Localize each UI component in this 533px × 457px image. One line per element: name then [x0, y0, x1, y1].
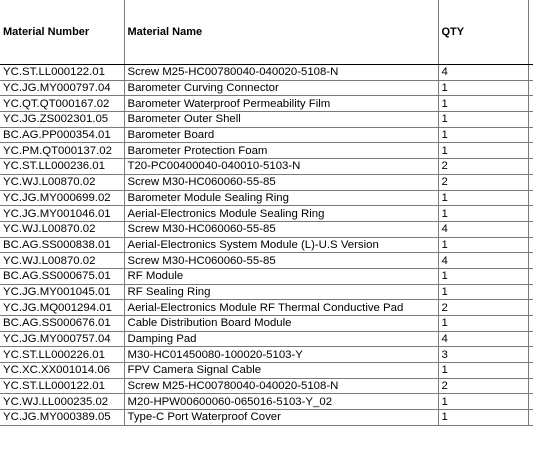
- table-row: [0, 221, 533, 237]
- table-row: [0, 268, 533, 284]
- cell-material-number[interactable]: YC.QT.QT000167.02: [0, 96, 124, 112]
- cell-material-name[interactable]: M20-HPW00600060-065016-5103-Y_02: [124, 394, 438, 410]
- cell-material-name[interactable]: Barometer Waterproof Permeability Film: [124, 96, 438, 112]
- cell-qty[interactable]: 1: [438, 112, 528, 128]
- table-row: [0, 80, 533, 96]
- cell-material-name[interactable]: Screw M30-HC060060-55-85: [124, 221, 438, 237]
- cell-material-name[interactable]: RF Sealing Ring: [124, 284, 438, 300]
- cell-material-number[interactable]: BC.AG.PP000354.01: [0, 127, 124, 143]
- table-row: [0, 331, 533, 347]
- cell-empty[interactable]: [528, 363, 533, 379]
- table-row: [0, 347, 533, 363]
- cell-empty[interactable]: [528, 174, 533, 190]
- cell-qty[interactable]: 1: [438, 96, 528, 112]
- cell-material-name[interactable]: Damping Pad: [124, 331, 438, 347]
- cell-empty[interactable]: [528, 410, 533, 426]
- header-row: [0, 0, 533, 65]
- cell-material-name[interactable]: Type-C Port Waterproof Cover: [124, 410, 438, 426]
- table-row: [0, 284, 533, 300]
- cell-material-number[interactable]: YC.ST.LL000236.01: [0, 159, 124, 175]
- cell-material-name[interactable]: Screw M30-HC060060-55-85: [124, 253, 438, 269]
- cell-material-number[interactable]: YC.ST.LL000226.01: [0, 347, 124, 363]
- cell-material-name[interactable]: Screw M25-HC00780040-040020-5108-N: [124, 378, 438, 394]
- cell-material-number[interactable]: YC.WJ.L00870.02: [0, 221, 124, 237]
- cell-qty[interactable]: 4: [438, 331, 528, 347]
- cell-qty[interactable]: 1: [438, 316, 528, 332]
- cell-qty[interactable]: 4: [438, 221, 528, 237]
- cell-material-name[interactable]: Barometer Module Sealing Ring: [124, 190, 438, 206]
- cell-empty[interactable]: [528, 300, 533, 316]
- cell-qty[interactable]: 1: [438, 394, 528, 410]
- cell-empty[interactable]: [528, 331, 533, 347]
- table-row: [0, 300, 533, 316]
- table-row: [0, 237, 533, 253]
- cell-material-number[interactable]: YC.ST.LL000122.01: [0, 65, 124, 81]
- cell-qty[interactable]: 2: [438, 300, 528, 316]
- cell-material-number[interactable]: YC.JG.MQ001294.01: [0, 300, 124, 316]
- header-material-name[interactable]: Material Name: [124, 0, 438, 65]
- cell-qty[interactable]: 1: [438, 237, 528, 253]
- cell-material-name[interactable]: M30-HC01450080-100020-5103-Y: [124, 347, 438, 363]
- cell-material-name[interactable]: Aerial-Electronics Module Sealing Ring: [124, 206, 438, 222]
- cell-empty[interactable]: [528, 347, 533, 363]
- cell-qty[interactable]: 4: [438, 65, 528, 81]
- cell-qty[interactable]: 2: [438, 378, 528, 394]
- cell-material-name[interactable]: Cable Distribution Board Module: [124, 316, 438, 332]
- cell-empty[interactable]: [528, 268, 533, 284]
- table-row: [0, 190, 533, 206]
- cell-qty[interactable]: 1: [438, 127, 528, 143]
- cell-material-number[interactable]: YC.WJ.L00870.02: [0, 253, 124, 269]
- cell-qty[interactable]: 2: [438, 159, 528, 175]
- cell-material-name[interactable]: Aerial-Electronics Module RF Thermal Conductive Pad: [124, 300, 438, 316]
- cell-material-name[interactable]: T20-PC00400040-040010-5103-N: [124, 159, 438, 175]
- table-row: [0, 127, 533, 143]
- cell-empty[interactable]: [528, 80, 533, 96]
- cell-material-name[interactable]: Barometer Board: [124, 127, 438, 143]
- header-empty-cell[interactable]: [528, 0, 533, 65]
- cell-material-number[interactable]: YC.JG.MY000389.05: [0, 410, 124, 426]
- cell-empty[interactable]: [528, 378, 533, 394]
- table-row: [0, 96, 533, 112]
- cell-material-number[interactable]: YC.JG.MY000757.04: [0, 331, 124, 347]
- table-row: [0, 143, 533, 159]
- cell-empty[interactable]: [528, 127, 533, 143]
- cell-material-name[interactable]: Aerial-Electronics System Module (L)-U.S Version: [124, 237, 438, 253]
- cell-material-name[interactable]: Screw M30-HC060060-55-85: [124, 174, 438, 190]
- cell-qty[interactable]: 3: [438, 347, 528, 363]
- cell-material-number[interactable]: YC.JG.MY000699.02: [0, 190, 124, 206]
- cell-material-number[interactable]: YC.XC.XX001014.06: [0, 363, 124, 379]
- cell-qty[interactable]: 1: [438, 363, 528, 379]
- table-row: [0, 206, 533, 222]
- cell-empty[interactable]: [528, 112, 533, 128]
- cell-material-number[interactable]: YC.ST.LL000122.01: [0, 378, 124, 394]
- cell-empty[interactable]: [528, 253, 533, 269]
- cell-empty[interactable]: [528, 394, 533, 410]
- cell-material-number[interactable]: YC.JG.ZS002301.05: [0, 112, 124, 128]
- cell-empty[interactable]: [528, 284, 533, 300]
- cell-qty[interactable]: 1: [438, 143, 528, 159]
- cell-qty[interactable]: 1: [438, 284, 528, 300]
- cell-empty[interactable]: [528, 190, 533, 206]
- table-row: [0, 174, 533, 190]
- cell-material-number[interactable]: BC.AG.SS000838.01: [0, 237, 124, 253]
- cell-material-name[interactable]: Barometer Curving Connector: [124, 80, 438, 96]
- cell-qty[interactable]: 1: [438, 206, 528, 222]
- cell-material-number[interactable]: YC.JG.MY000797.04: [0, 80, 124, 96]
- cell-empty[interactable]: [528, 221, 533, 237]
- table-row: [0, 253, 533, 269]
- cell-qty[interactable]: 1: [438, 410, 528, 426]
- cell-empty[interactable]: [528, 237, 533, 253]
- cell-qty[interactable]: 1: [438, 80, 528, 96]
- cell-empty[interactable]: [528, 159, 533, 175]
- cell-material-number[interactable]: BC.AG.SS000675.01: [0, 268, 124, 284]
- cell-material-name[interactable]: FPV Camera Signal Cable: [124, 363, 438, 379]
- cell-material-name[interactable]: RF Module: [124, 268, 438, 284]
- cell-material-number[interactable]: YC.JG.MY001045.01: [0, 284, 124, 300]
- cell-qty[interactable]: 2: [438, 174, 528, 190]
- cell-material-number[interactable]: YC.JG.MY001046.01: [0, 206, 124, 222]
- cell-qty[interactable]: 1: [438, 190, 528, 206]
- header-material-number[interactable]: Material Number: [0, 0, 124, 65]
- cell-empty[interactable]: [528, 206, 533, 222]
- cell-qty[interactable]: 4: [438, 253, 528, 269]
- table-row: [0, 316, 533, 332]
- cell-qty[interactable]: 1: [438, 268, 528, 284]
- table-row: [0, 378, 533, 394]
- cell-material-number[interactable]: YC.WJ.LL000235.02: [0, 394, 124, 410]
- cell-material-name[interactable]: Screw M25-HC00780040-040020-5108-N: [124, 65, 438, 81]
- cell-empty[interactable]: [528, 96, 533, 112]
- table-row: [0, 112, 533, 128]
- table-row: [0, 394, 533, 410]
- cell-material-name[interactable]: Barometer Outer Shell: [124, 112, 438, 128]
- cell-empty[interactable]: [528, 65, 533, 81]
- table-row: [0, 159, 533, 175]
- cell-material-number[interactable]: YC.WJ.L00870.02: [0, 174, 124, 190]
- table-row: [0, 363, 533, 379]
- cell-material-name[interactable]: Barometer Protection Foam: [124, 143, 438, 159]
- table-row: [0, 410, 533, 426]
- cell-empty[interactable]: [528, 143, 533, 159]
- header-qty[interactable]: QTY: [438, 0, 528, 65]
- cell-empty[interactable]: [528, 316, 533, 332]
- cell-material-number[interactable]: YC.PM.QT000137.02: [0, 143, 124, 159]
- table-body: [0, 65, 533, 426]
- table-row: [0, 65, 533, 81]
- cell-material-number[interactable]: BC.AG.SS000676.01: [0, 316, 124, 332]
